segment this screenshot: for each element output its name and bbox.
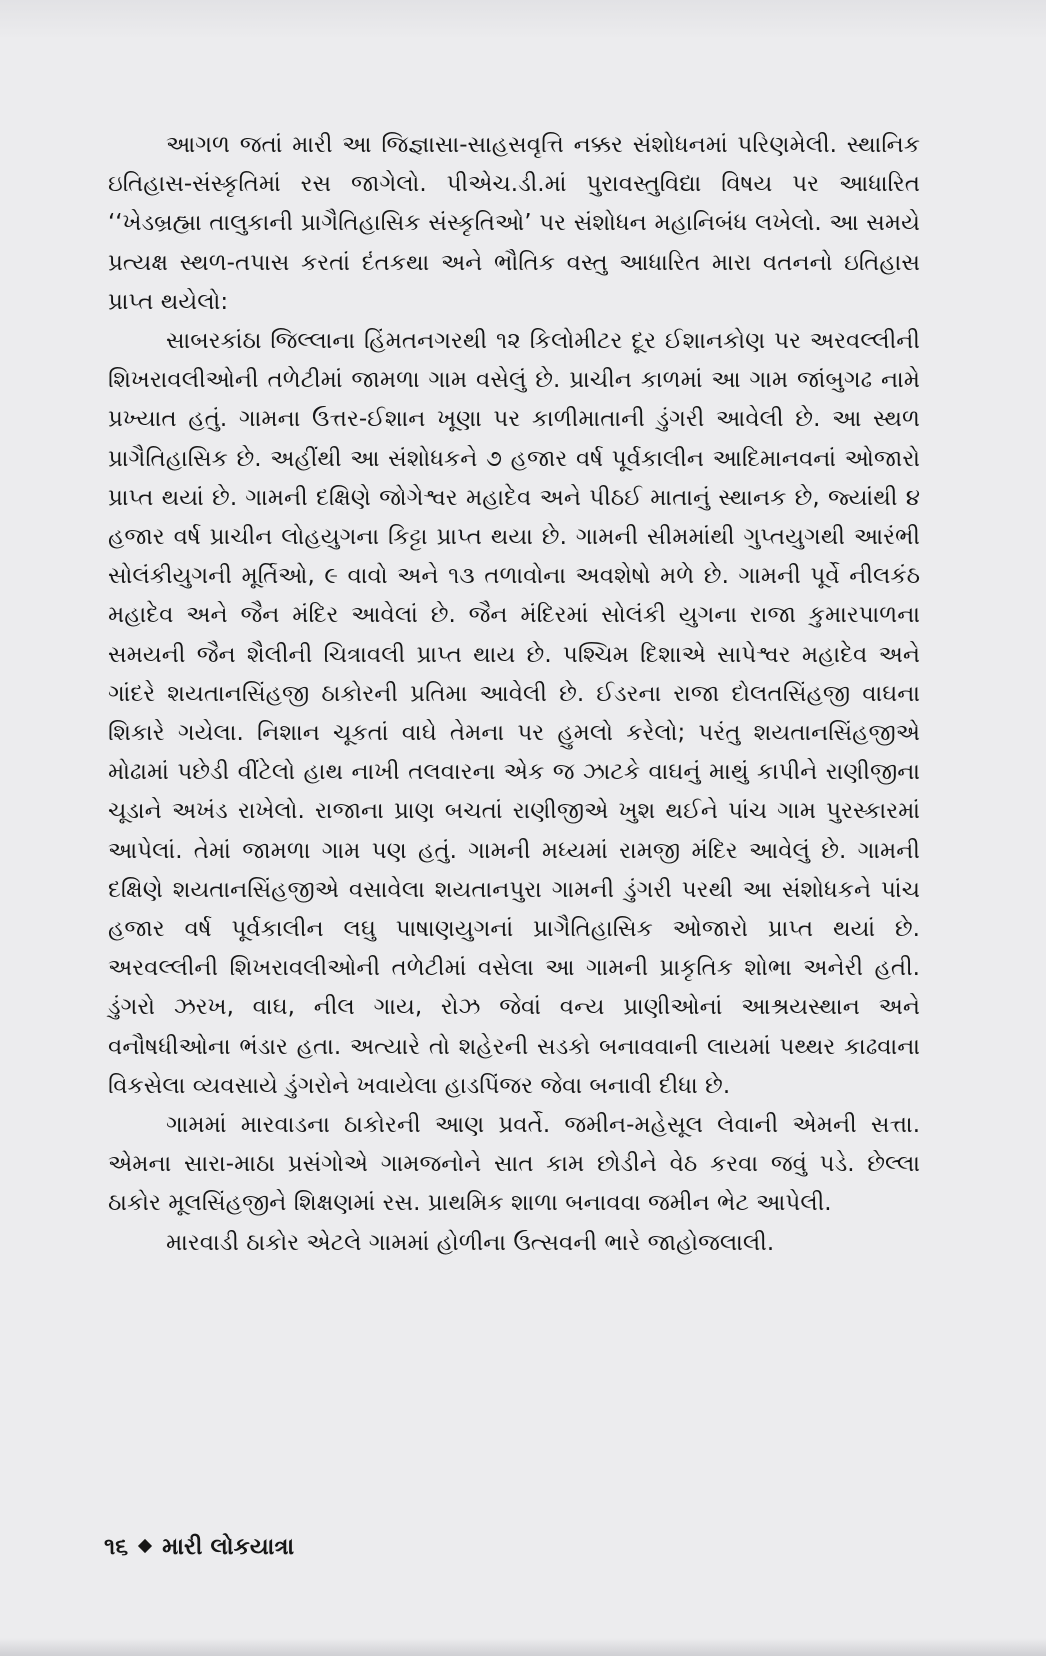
page-footer bbox=[104, 1534, 294, 1560]
page-bottom-shadow bbox=[0, 1638, 1046, 1656]
page-number: ૧૬ bbox=[104, 1534, 129, 1560]
book-title: મારી લોકયાત્રા bbox=[162, 1534, 295, 1560]
body-text bbox=[108, 126, 920, 1263]
paragraph-marwad-thakor-rule: ગામમાં મારવાડના ઠાકોરની આણ પ્રવર્તે. જમીન-મહેસૂલ લેવાની એમની સત્તા. એમના સારા-માઠા પ્રસંગોએ ગામજનોને સાત કામ છોડીને વેઠ કરવા જવું પડે. છેલ્લા ઠાકોર મૂલસિંહજીને શિક્ષણમાં રસ. પ્રાથમિક શાળા બનાવવા જમીન ભેટ આપેલી. bbox=[108, 1112, 920, 1217]
page-top-edge bbox=[0, 0, 1046, 40]
paragraph-holi-festival: મારવાડી ઠાકોર એટલે ગામમાં હોળીના ઉત્સવની ભારે જાહોજલાલી. bbox=[166, 1229, 775, 1256]
paragraph-research-intro: આગળ જતાં મારી આ જિજ્ઞાસા-સાહસવૃત્તિ નક્કર સંશોધનમાં પરિણમેલી. સ્થાનિક ઇતિહાસ-સંસ્કૃતિમાં રસ જાગેલો. પીએચ.ડી.માં પુરાવસ્તુવિદ્યા વિષય પર આધારિત ‘‘ખેડબ્રહ્મા તાલુકાની પ્રાગૈતિહાસિક સંસ્કૃતિઓ’ પર સંશોધન મહાનિબંધ લખેલો. આ સમયે પ્રત્યક્ષ સ્થળ-તપાસ કરતાં દંતકથા અને ભૌતિક વસ્તુ આધારિત મારા વતનનો ઇતિહાસ પ્રાપ્ત થયેલો: bbox=[108, 132, 920, 315]
paragraph-jamla-village-history: સાબરકાંઠા જિલ્લાના હિંમતનગરથી ૧૨ કિલોમીટર દૂર ઈશાનકોણ પર અરવલ્લીની શિખરાવલીઓની તળેટીમાં જામળા ગામ વસેલું છે. પ્રાચીન કાળમાં આ ગામ જાંબુગઢ નામે પ્રખ્યાત હતું. ગામના ઉત્તર-ઈશાન ખૂણા પર કાળીમાતાની ડુંગરી આવેલી છે. આ સ્થળ પ્રાગૈતિહાસિક છે. અહીંથી આ સંશોધકને ૭ હજાર વર્ષ પૂર્વકાલીન આદિમાનવનાં ઓજારો પ્રાપ્ત થયાં છે. ગામની દક્ષિણે જોગેશ્વર મહાદેવ અને પીઠઈ માતાનું સ્થાનક છે, જ્યાંથી ૪ હજાર વર્ષ પ્રાચીન લોહયુગના કિટ્ટા પ્રાપ્ત થયા છે. ગામની સીમમાંથી ગુપ્તયુગથી આરંભી સોલંકીયુગની મૂર્તિઓ, ૯ વાવો અને ૧૩ તળાવોના અવશેષો મળે છે. ગામની પૂર્વે નીલકંઠ મહાદેવ અને જૈન મંદિર આવેલાં છે. જૈન મંદિરમાં સોલંકી યુગના રાજા કુમારપાળના સમયની જૈન શૈલીની ચિત્રાવલી પ્રાપ્ત થાય છે. પશ્ચિમ દિશાએ સાપેશ્વર મહાદેવ અને ગાંદરે શયતાનસિંહજી ઠાકોરની પ્રતિમા આવેલી છે. ઈડરના રાજા દોલતસિંહજી વાઘના શિકારે ગયેલા. નિશાન ચૂકતાં વાઘે તેમના પર હુમલો કરેલો; પરંતુ શયતાનસિંહજીએ મોઢામાં પછેડી વીંટેલો હાથ નાખી તલવારના એક જ ઝાટકે વાઘનું માથું કાપીને રાણીજીના ચૂડાને અખંડ રાખેલો. રાજાના પ્રાણ બચતાં રાણીજીએ ખુશ થઈને પાંચ ગામ પુરસ્કારમાં આપેલાં. તેમાં જામળા ગામ પણ હતું. ગામની મધ્યમાં રામજી મંદિર આવેલું છે. ગામની દક્ષિણે શયતાનસિંહજીએ વસાવેલા શયતાનપુરા ગામની ડુંગરી પરથી આ સંશોધકને પાંચ હજાર વર્ષ પૂર્વકાલીન લઘુ પાષાણયુગનાં પ્રાગૈતિહાસિક ઓજારો પ્રાપ્ત થયાં છે. અરવલ્લીની શિખરાવલીઓની તળેટીમાં વસેલા આ ગામની પ્રાકૃતિક શોભા અનેરી હતી. ડુંગરો ઝરખ, વાઘ, નીલ ગાય, રોઝ જેવાં વન્ય પ્રાણીઓનાં આશ્રયસ્થાન અને વનૌષધીઓના ભંડાર હતા. અત્યારે તો શહેરની સડકો બનાવવાની લાયમાં પથ્થર કાઢવાના વિકસેલા વ્યવસાયે ડુંગરોને ખવાયેલા હાડપિંજર જેવા બનાવી દીધા છે. bbox=[108, 328, 920, 1099]
diamond-bullet-icon bbox=[138, 1539, 152, 1553]
